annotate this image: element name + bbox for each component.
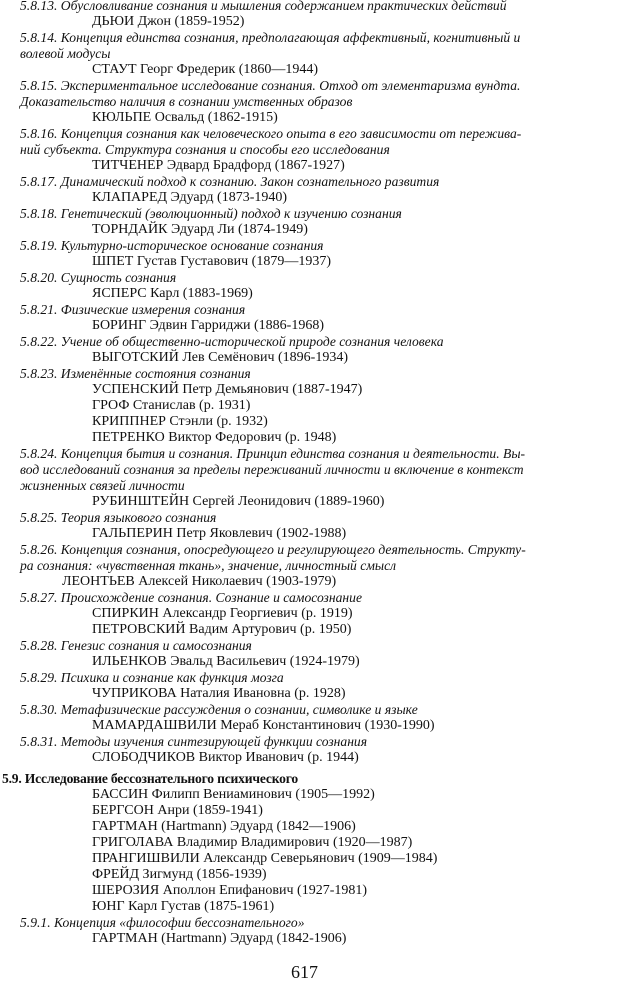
name-entry: КРИППНЕР Стэнли (р. 1932) [92, 414, 268, 429]
topic-line: 5.8.26. Концепция сознания, опосредующего и регулирующего деятельность. Структу- [20, 542, 526, 557]
topic-line: 5.8.16. Концепция сознания как человеческого опыта в его зависимости от пережива- [20, 126, 522, 141]
name-entry: ШЕРОЗИЯ Аполлон Епифанович (1927-1981) [92, 883, 368, 898]
page-number: 617 [291, 962, 318, 982]
topic-line: 5.8.27. Происхождение сознания. Сознание и самосознание [20, 590, 362, 605]
name-entry: ДЬЮИ Джон (1859-1952) [92, 14, 245, 29]
topic-line: 5.8.17. Динамический подход к сознанию. Закон сознательного развития [20, 174, 440, 189]
name-entry: КЮЛЬПЕ Освальд (1862-1915) [92, 110, 278, 125]
name-entry: БОРИНГ Эдвин Гарриджи (1886-1968) [92, 318, 324, 333]
name-entry: ГАРТМАН (Hartmann) Эдуард (1842—1906) [92, 819, 356, 834]
name-entry: БАССИН Филипп Вениаминович (1905—1992) [92, 787, 375, 802]
name-entry: ЛЕОНТЬЕВ Алексей Николаевич (1903-1979) [62, 574, 337, 589]
topic-line: 5.8.18. Генетический (эволюционный) подход к изучению сознания [20, 206, 402, 221]
topic-line: 5.8.28. Генезис сознания и самосознания [20, 638, 252, 653]
name-entry: КЛАПАРЕД Эдуард (1873-1940) [92, 190, 288, 205]
topic-line: вод исследований сознания за пределы переживаний личности и включение в контекст [20, 462, 524, 477]
name-entry: УСПЕНСКИЙ Петр Демьянович (1887-1947) [92, 382, 363, 397]
name-entry: ШПЕТ Густав Густавович (1879—1937) [92, 254, 331, 269]
name-entry: ГАЛЬПЕРИН Петр Яковлевич (1902-1988) [92, 526, 347, 541]
topic-line: 5.8.22. Учение об общественно-исторической природе сознания человека [20, 334, 444, 349]
name-entry: ЧУПРИКОВА Наталия Ивановна (р. 1928) [92, 686, 346, 701]
name-entry: МАМАРДАШВИЛИ Мераб Константинович (1930-1990) [92, 718, 435, 733]
name-entry: СЛОБОДЧИКОВ Виктор Иванович (р. 1944) [92, 750, 359, 765]
topic-line: жизненных связей личности [20, 478, 185, 493]
topic-line: ра сознания: «чувственная ткань», значение, личностный смысл [20, 558, 397, 573]
topic-line: 5.8.13. Обусловливание сознания и мышления содержанием практических действий [20, 0, 507, 13]
name-entry: СПИРКИН Александр Георгиевич (р. 1919) [92, 606, 353, 621]
name-entry: ТОРНДАЙК Эдуард Ли (1874-1949) [92, 222, 308, 237]
name-entry: ФРЕЙД Зигмунд (1856-1939) [92, 867, 267, 882]
name-entry: ПРАНГИШВИЛИ Александр Северьянович (1909—1984) [92, 851, 438, 866]
name-entry: ЯСПЕРС Карл (1883-1969) [92, 286, 253, 301]
topic-line: 5.8.29. Психика и сознание как функция мозга [20, 670, 284, 685]
name-entry: ГРИГОЛАВА Владимир Владимирович (1920—1987) [92, 835, 413, 850]
name-entry: ИЛЬЕНКОВ Эвальд Васильевич (1924-1979) [92, 654, 360, 669]
topic-line: 5.8.24. Концепция бытия и сознания. Принцип единства сознания и деятельности. Вы- [20, 446, 526, 461]
topic-line: 5.8.14. Концепция единства сознания, предполагающая аффективный, когнитивный и [20, 30, 521, 45]
section-heading: 5.9. Исследование бессознательного психического [2, 771, 298, 786]
name-entry: ПЕТРЕНКО Виктор Федорович (р. 1948) [92, 430, 337, 445]
name-entry: ГРОФ Станислав (р. 1931) [92, 398, 251, 413]
name-entry: СТАУТ Георг Фредерик (1860—1944) [92, 62, 319, 77]
name-entry: ВЫГОТСКИЙ Лев Семёнович (1896-1934) [92, 350, 348, 365]
topic-line: 5.9.1. Концепция «философии бессознательного» [20, 915, 305, 930]
name-entry: ТИТЧЕНЕР Эдвард Брадфорд (1867-1927) [92, 158, 345, 173]
topic-line: 5.8.30. Метафизические рассуждения о сознании, символике и языке [20, 702, 418, 717]
name-entry: РУБИНШТЕЙН Сергей Леонидович (1889-1960) [92, 494, 385, 509]
topic-line: 5.8.19. Культурно-историческое основание сознания [20, 238, 324, 253]
topic-line: 5.8.31. Методы изучения синтезирующей функции сознания [20, 734, 368, 749]
topic-line: 5.8.15. Экспериментальное исследование сознания. Отход от элементаризма вундта. [20, 78, 521, 93]
name-entry: ЮНГ Карл Густав (1875-1961) [92, 899, 275, 914]
topic-line: Доказательство наличия в сознании умственных образов [20, 94, 353, 109]
topic-line: 5.8.20. Сущность сознания [20, 270, 177, 285]
name-entry: ПЕТРОВСКИЙ Вадим Артурович (р. 1950) [92, 622, 352, 637]
topic-line: 5.8.25. Теория языкового сознания [20, 510, 217, 525]
topic-line: 5.8.23. Изменённые состояния сознания [20, 366, 251, 381]
topic-line: 5.8.21. Физические измерения сознания [20, 302, 246, 317]
topic-line: ний субъекта. Структура сознания и способы его исследования [20, 142, 390, 157]
topic-line: волевой модусы [20, 46, 111, 61]
name-entry: ГАРТМАН (Hartmann) Эдуард (1842-1906) [92, 931, 347, 946]
name-entry: БЕРГСОН Анри (1859-1941) [92, 803, 263, 818]
